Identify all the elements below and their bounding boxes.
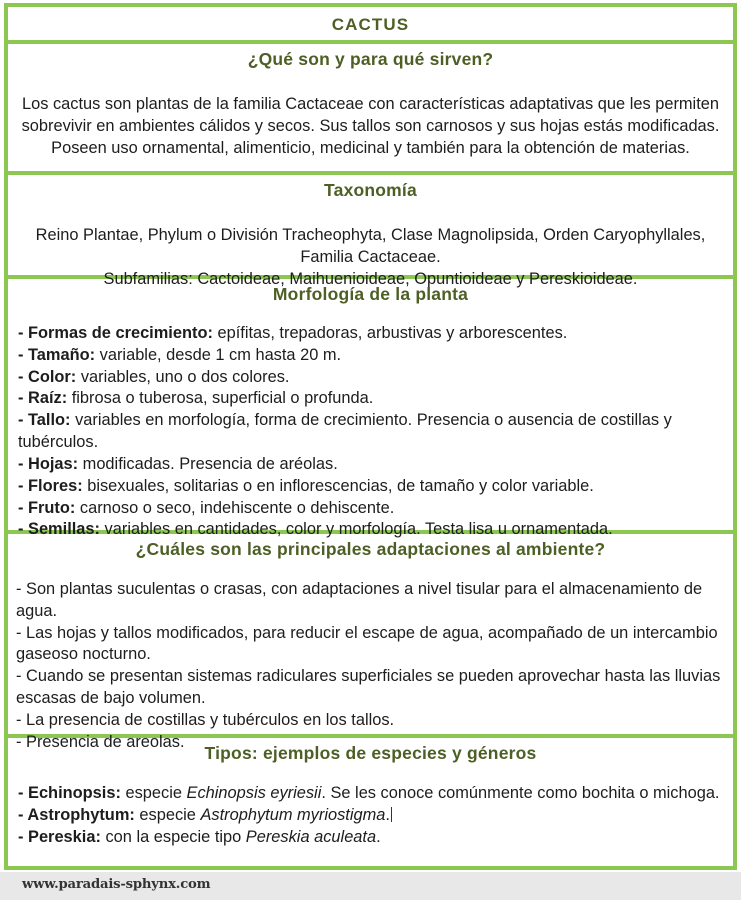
morphology-item-value: variable, desde 1 cm hasta 20 m. xyxy=(95,345,342,364)
type-item-suffix: . Se les conoce comúnmente como bochita o michoga. xyxy=(321,784,720,802)
section-body-types xyxy=(8,768,733,858)
morphology-item-value: variables en cantidades, color y morfología. Testa lisa u ornamentada. xyxy=(100,520,613,539)
adaptation-item: - La presencia de costillas y tubérculos en los tallos. xyxy=(16,710,395,729)
morphology-item xyxy=(18,454,723,476)
text-cursor-caret xyxy=(391,807,392,822)
morphology-list xyxy=(18,323,723,541)
page-title: CACTUS xyxy=(331,15,410,34)
morphology-item-label: - Flores: xyxy=(18,476,83,495)
section-heading-adaptations xyxy=(8,534,733,562)
morphology-item-label: - Tamaño: xyxy=(18,345,96,364)
morphology-item-label: - Hojas: xyxy=(18,454,79,473)
morphology-item-label: - Formas de crecimiento: xyxy=(18,324,213,342)
section-body-what-are-they xyxy=(8,72,733,175)
morphology-item-value: variables en morfología, forma de crecimiento. Presencia o ausencia de costillas y tubérculos. xyxy=(18,411,672,452)
morphology-item xyxy=(18,498,723,520)
morphology-item xyxy=(18,476,723,498)
morphology-item-value: carnoso o seco, indehiscente o dehiscente. xyxy=(75,498,395,517)
type-item-prefix: especie xyxy=(120,784,187,802)
section-body-adaptations xyxy=(8,562,733,751)
type-item-label: - Pereskia: xyxy=(18,827,101,846)
section-heading-label: Morfología de la planta xyxy=(272,284,469,304)
adaptation-item: - Presencia de areolas. xyxy=(16,732,185,751)
morphology-item-value: variables, uno o dos colores. xyxy=(76,367,290,386)
section-heading-what-are-they xyxy=(8,44,733,72)
section-heading-taxonomy xyxy=(8,175,733,203)
adaptations-list xyxy=(16,579,723,754)
cactus-info-card xyxy=(4,3,737,870)
type-item xyxy=(18,805,723,827)
taxonomy-line-1: Reino Plantae, Phylum o División Tracheophyta, Clase Magnolipsida, Orden Caryophyllales, Familia Cactaceae. xyxy=(35,226,706,266)
adaptation-item: - Son plantas suculentas o crasas, con adaptaciones a nivel tisular para el almacenamiento de agua. xyxy=(16,580,703,620)
page-footer xyxy=(0,872,741,900)
morphology-item-value: epífitas, trepadoras, arbustivas y arborescentes. xyxy=(212,324,568,342)
morphology-item-value: modificadas. Presencia de aréolas. xyxy=(78,454,338,473)
type-item-species: Echinopsis eyriesii xyxy=(186,784,322,802)
section-heading-label: Tipos: ejemplos de especies y géneros xyxy=(204,743,537,763)
type-item-label: - Echinopsis: xyxy=(18,784,121,802)
section-heading-types xyxy=(8,738,733,768)
type-item-species: Astrophytum myriostigma xyxy=(200,805,386,824)
morphology-item xyxy=(18,345,723,367)
source-url: www.paradais-sphynx.com xyxy=(22,877,211,892)
types-list xyxy=(18,783,723,848)
section-body-morphology xyxy=(8,309,733,539)
morphology-item-label: - Raíz: xyxy=(18,389,68,408)
document-title-band xyxy=(8,7,733,44)
section-heading-label: Taxonomía xyxy=(324,180,417,200)
adaptation-item: - Las hojas y tallos modificados, para reducir el escape de agua, acompañado de un intercambio gaseoso nocturno. xyxy=(16,623,718,664)
morphology-item-label: - Semillas: xyxy=(18,520,100,539)
morphology-item xyxy=(18,367,723,389)
type-item-species: Pereskia aculeata xyxy=(245,827,377,846)
adaptation-item: - Cuando se presentan sistemas radiculares superficiales se pueden aprovechar hasta las lluvias escasas de bajo volumen. xyxy=(16,667,721,708)
section-heading-morphology xyxy=(8,279,733,309)
type-item xyxy=(18,827,723,849)
type-item-prefix: especie xyxy=(134,805,201,824)
morphology-item-label: - Fruto: xyxy=(18,498,76,517)
what-paragraph-2: Poseen uso ornamental, alimenticio, medicinal y también para la obtención de materias. xyxy=(51,138,690,157)
morphology-item xyxy=(18,410,723,454)
type-item-prefix: con la especie tipo xyxy=(100,827,246,846)
type-item-label: - Astrophytum: xyxy=(18,805,135,824)
type-item xyxy=(18,783,723,805)
morphology-item xyxy=(18,388,723,410)
morphology-item-value: bisexuales, solitarias o en inflorescencias, de tamaño y color variable. xyxy=(82,476,594,495)
what-paragraph-1: Los cactus son plantas de la familia Cactaceae con características adaptativas que les permiten sobrevivir en ambientes cálidos y secos. Sus tallos son carnosos y sus hojas estás modificadas. xyxy=(21,95,720,135)
morphology-item-label: - Color: xyxy=(18,367,77,386)
morphology-item-label: - Tallo: xyxy=(18,411,71,430)
type-item-suffix: . xyxy=(385,805,390,824)
section-body-taxonomy xyxy=(8,203,733,288)
taxonomy-line-2: Subfamilias: Cactoideae, Maihuenioideae, Opuntioideae y Pereskioideae. xyxy=(103,269,638,288)
morphology-item-value: fibrosa o tuberosa, superficial o profunda. xyxy=(67,389,374,408)
morphology-item xyxy=(18,323,723,345)
section-heading-label: ¿Cuáles son las principales adaptaciones al ambiente? xyxy=(135,539,606,559)
type-item-suffix: . xyxy=(376,827,381,846)
section-heading-label: ¿Qué son y para qué sirven? xyxy=(247,49,494,69)
